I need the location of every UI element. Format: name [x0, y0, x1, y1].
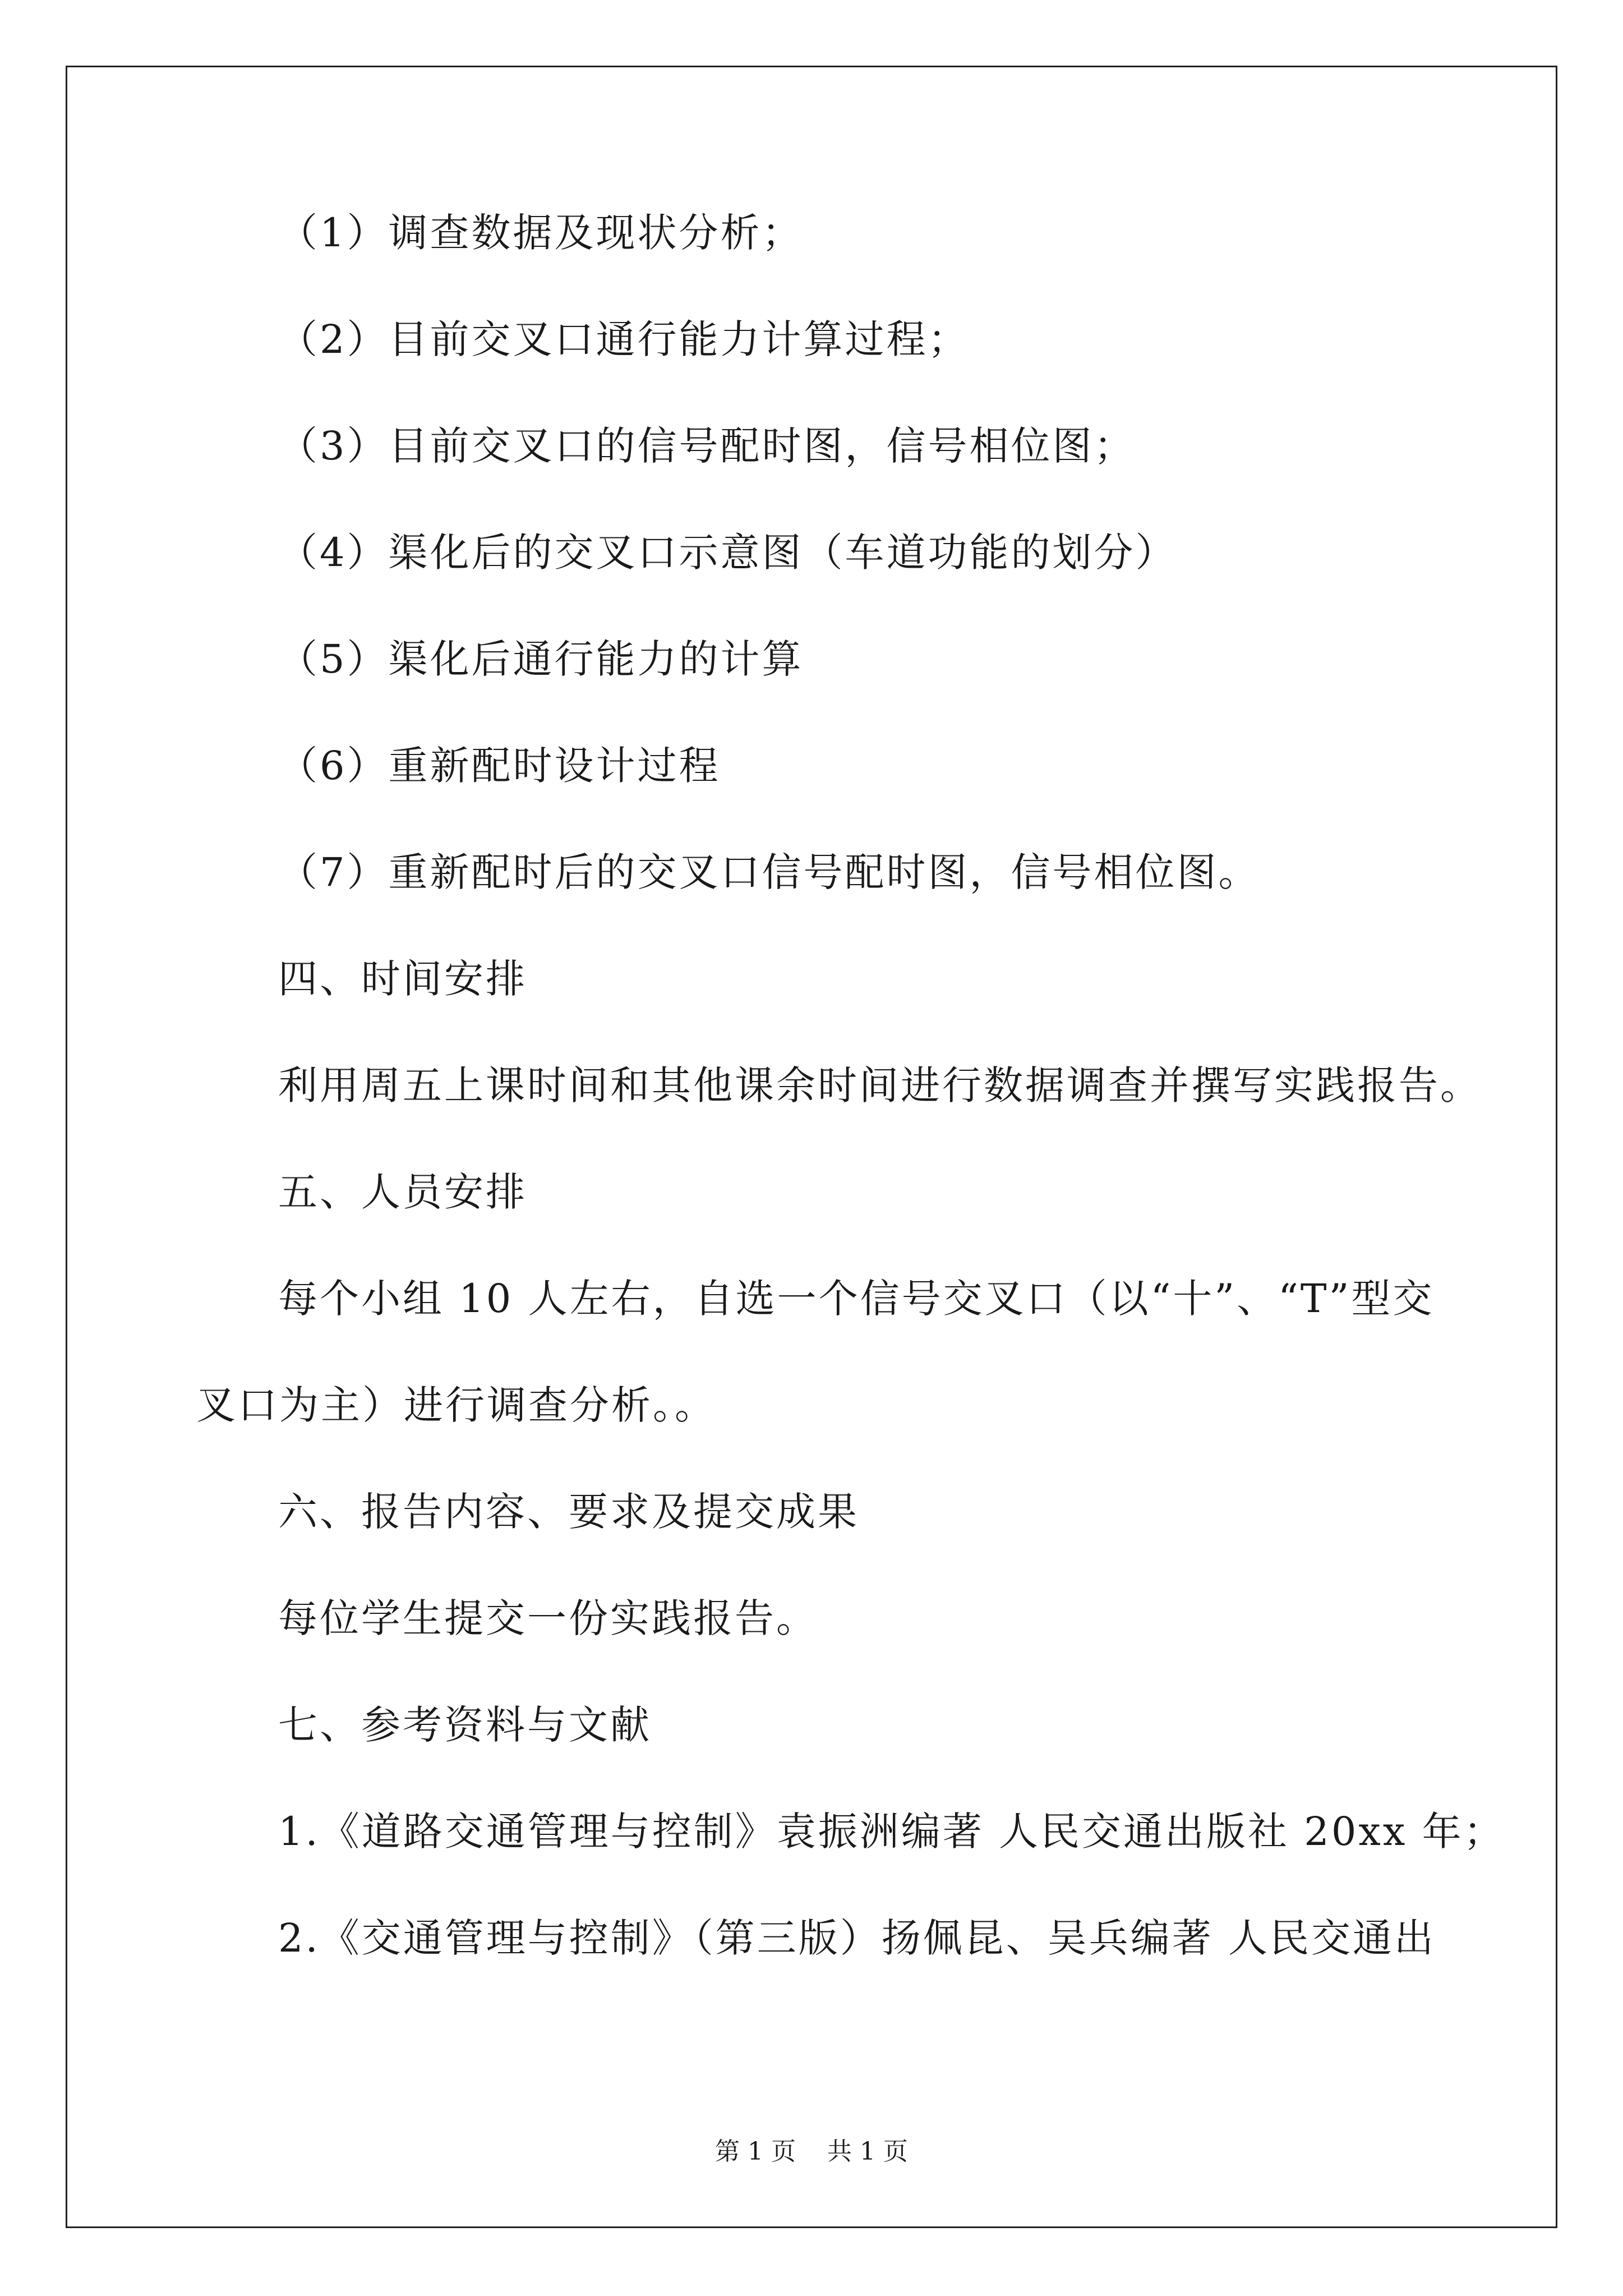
page-footer: 第 1 页 共 1 页: [715, 2137, 908, 2166]
paragraph-staffing-line-2: 叉口为主）进行调查分析。。: [196, 1382, 716, 1428]
list-item-3: （3）目前交叉口的信号配时图，信号相位图；: [278, 423, 1136, 469]
paragraph-staffing-line-1: 每个小组 10 人左右，自选一个信号交叉口（以“十”、“T”型交: [278, 1276, 1435, 1322]
section-heading-references: 七、参考资料与文献: [278, 1702, 652, 1748]
paragraph-schedule: 利用周五上课时间和其他课余时间进行数据调查并撰写实践报告。: [278, 1062, 1482, 1108]
list-item-5: （5）渠化后通行能力的计算: [278, 636, 804, 682]
paragraph-report: 每位学生提交一份实践报告。: [278, 1595, 818, 1641]
reference-item-2: 2.《交通管理与控制》（第三版）扬佩昆、吴兵编著 人民交通出: [278, 1915, 1436, 1961]
list-item-4: （4）渠化后的交叉口示意图（车道功能的划分）: [278, 530, 1177, 576]
reference-item-1: 1.《道路交通管理与控制》袁振洲编著 人民交通出版社 20xx 年；: [278, 1809, 1505, 1855]
section-heading-schedule: 四、时间安排: [278, 956, 527, 1002]
list-item-7: （7）重新配时后的交叉口信号配时图，信号相位图。: [278, 849, 1260, 895]
section-heading-report: 六、报告内容、要求及提交成果: [278, 1489, 859, 1535]
list-item-1: （1）调查数据及现状分析；: [278, 210, 804, 256]
list-item-2: （2）目前交叉口通行能力计算过程；: [278, 316, 970, 362]
section-heading-staffing: 五、人员安排: [278, 1169, 527, 1215]
list-item-6: （6）重新配时设计过程: [278, 743, 721, 789]
page-border: [66, 66, 1557, 2228]
